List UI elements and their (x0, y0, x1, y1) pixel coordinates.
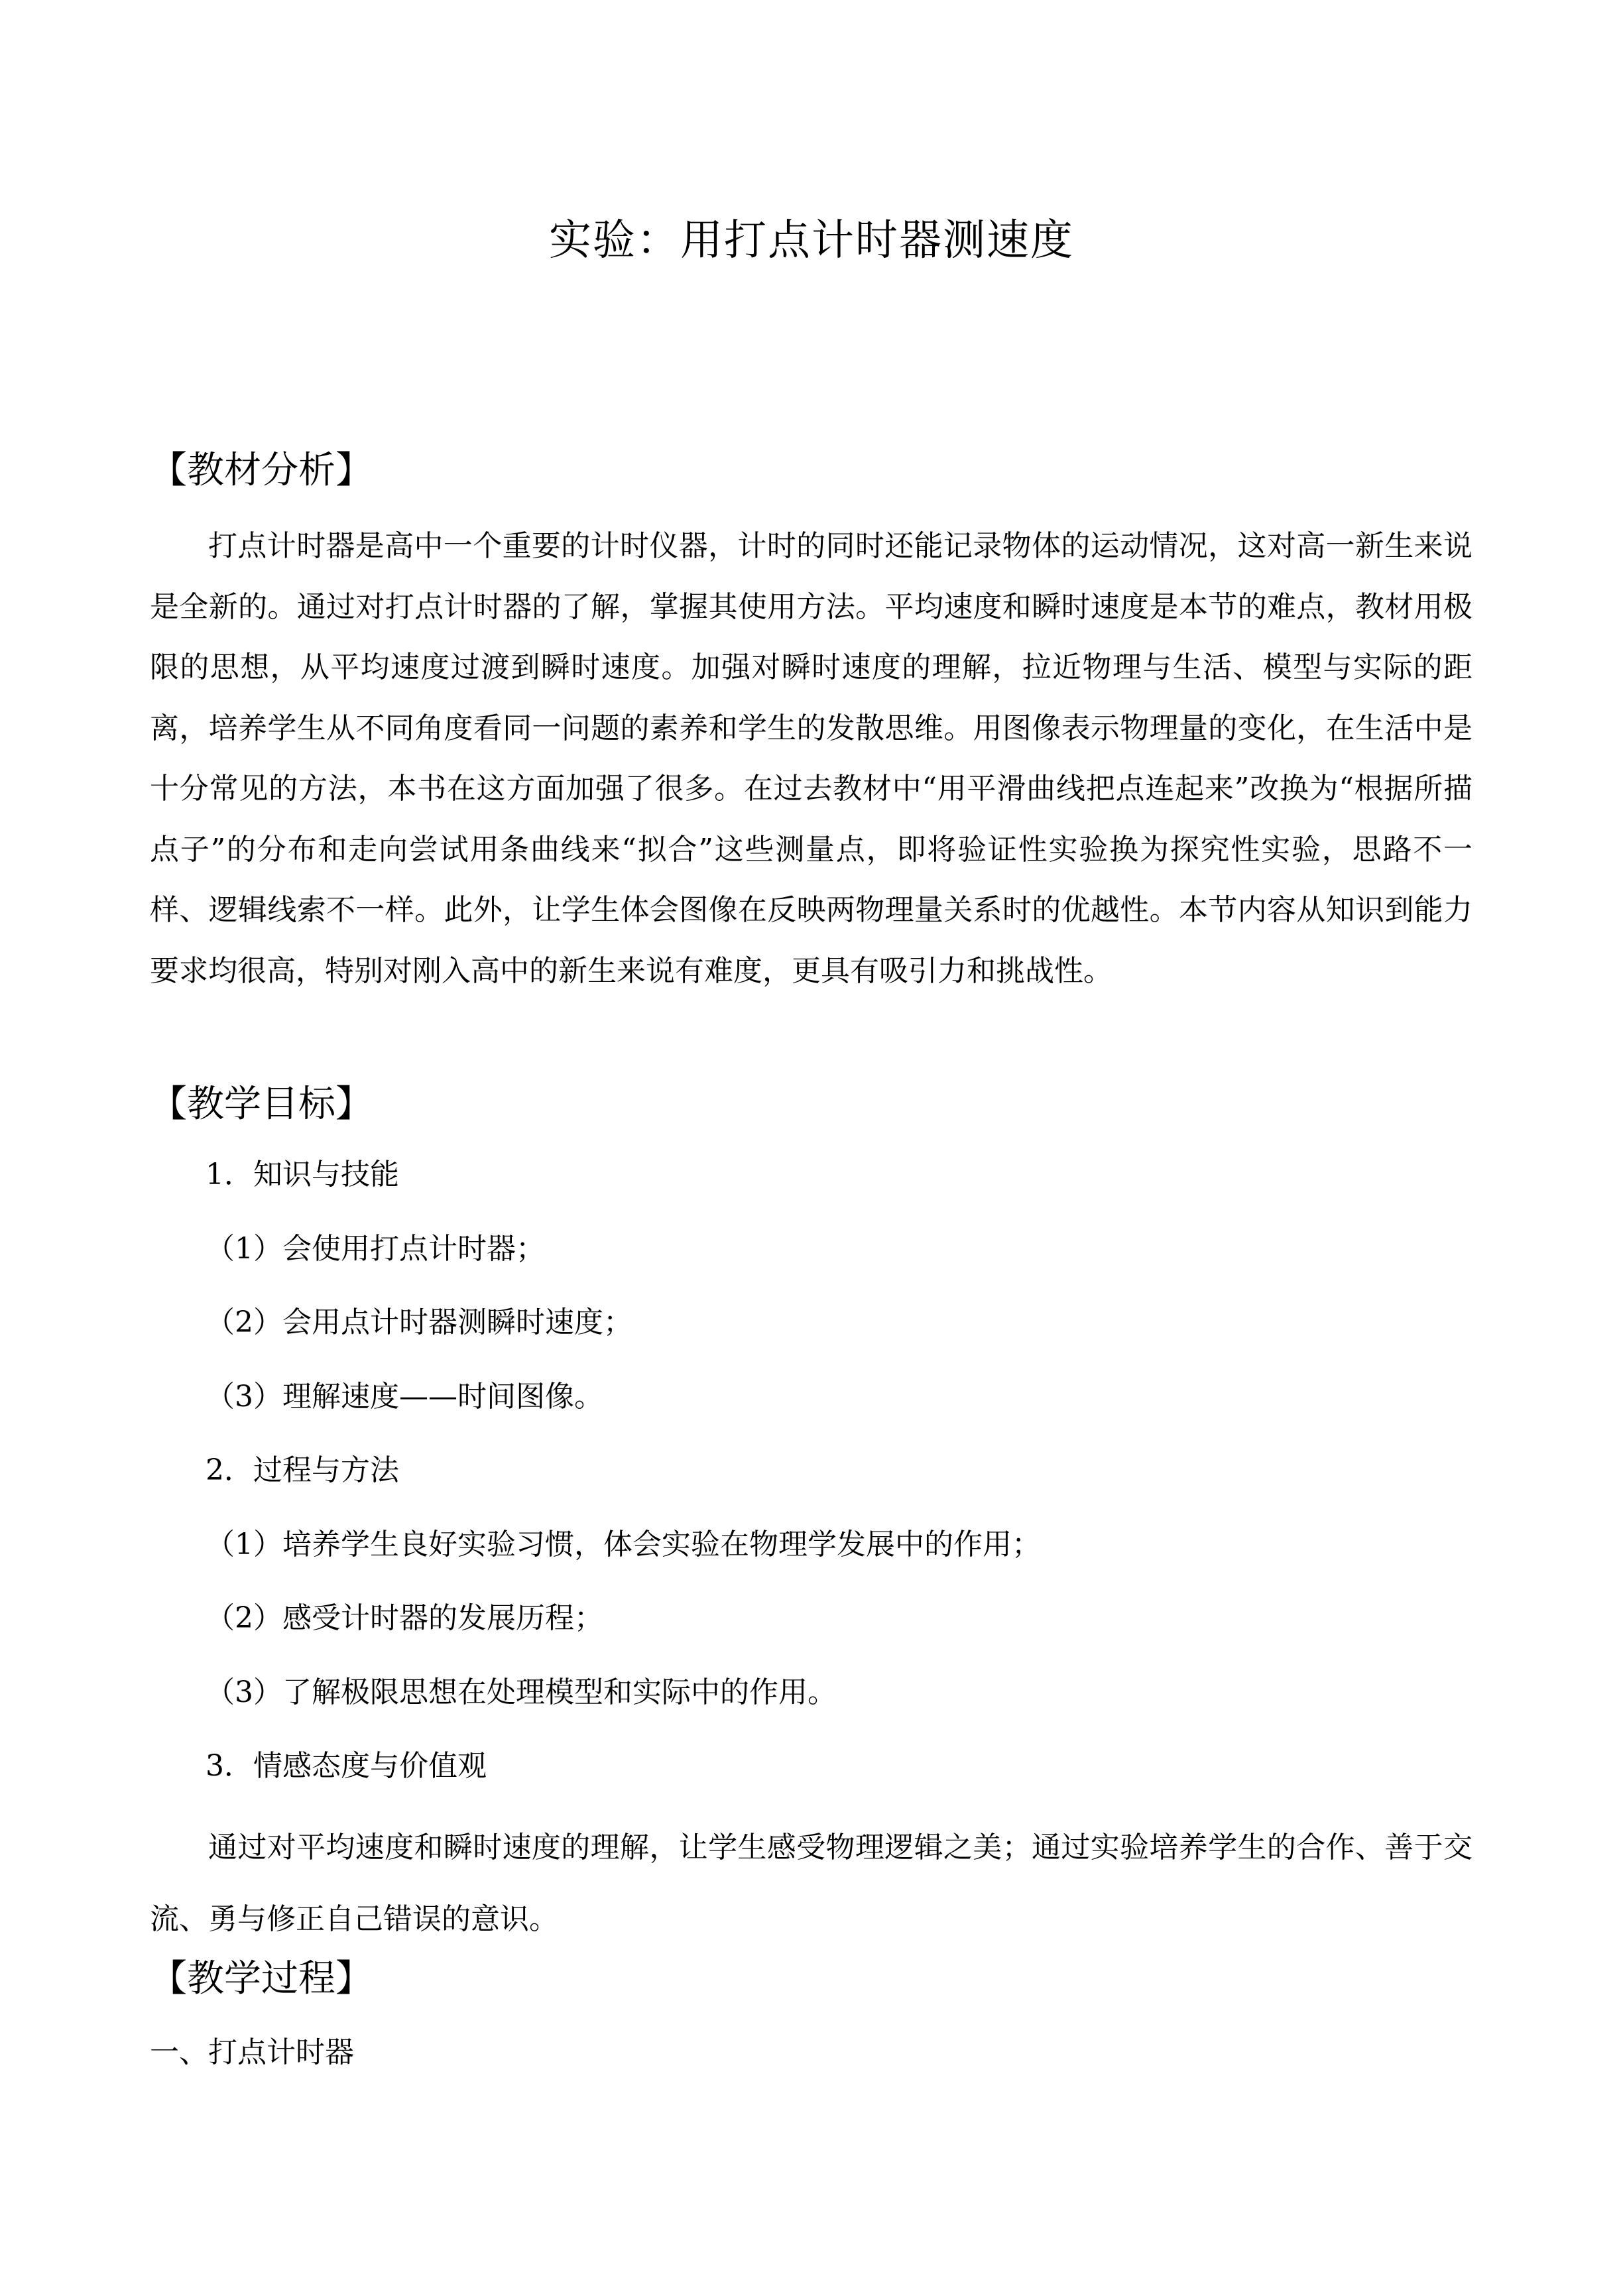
section-heading-goals: 【教学目标】 (150, 1083, 373, 1126)
section-heading-process: 【教学过程】 (150, 1957, 373, 2000)
goal-process-item-2: （2）感受计时器的发展历程； (206, 1601, 603, 1635)
goal-emotion-title: 3．情感态度与价值观 (206, 1749, 487, 1783)
goal-process-title: 2．过程与方法 (206, 1453, 399, 1487)
goal-knowledge-item-3: （3）理解速度——时间图像。 (206, 1380, 603, 1414)
goal-knowledge-item-1: （1）会使用打点计时器； (206, 1232, 545, 1266)
section-heading-analysis: 【教材分析】 (150, 449, 373, 492)
analysis-paragraph: 打点计时器是高中一个重要的计时仪器，计时的同时还能记录物体的运动情况，这对高一新生来说是全新的。通过对打点计时器的了解，掌握其使用方法。平均速度和瞬时速度是本节的难点，教材用极限的思想，从平均速度过渡到瞬时速度。加强对瞬时速度的理解，拉近物理与生活、模型与实际的距离，培养学生从不同角度看同一问题的素养和学生的发散思维。用图像表示物理量的变化，在生活中是十分常见的方法，本书在这方面加强了很多。在过去教材中“用平滑曲线把点连起来”改换为“根据所描点子”的分布和走向尝试用条曲线来“拟合”这些测量点，即将验证性实验换为探究性实验，思路不一样、逻辑线索不一样。此外，让学生体会图像在反映两物理量关系时的优越性。本节内容从知识到能力要求均很高，特别对刚入高中的新生来说有难度，更具有吸引力和挑战性。 (150, 529, 1473, 988)
goal-knowledge-title: 1．知识与技能 (206, 1158, 399, 1191)
goal-process-item-3: （3）了解极限思想在处理模型和实际中的作用。 (206, 1675, 837, 1709)
page-title: 实验：用打点计时器测速度 (549, 216, 1074, 265)
goal-process-item-1: （1）培养学生良好实验习惯，体会实验在物理学发展中的作用； (206, 1528, 1041, 1561)
goal-knowledge-item-2: （2）会用点计时器测瞬时速度； (206, 1305, 632, 1339)
process-subheading: 一、打点计时器 (150, 2035, 354, 2069)
goal-emotion-paragraph: 通过对平均速度和瞬时速度的理解，让学生感受物理逻辑之美；通过实验培养学生的合作、善于交流、勇与修正自己错误的意识。 (150, 1831, 1473, 1936)
